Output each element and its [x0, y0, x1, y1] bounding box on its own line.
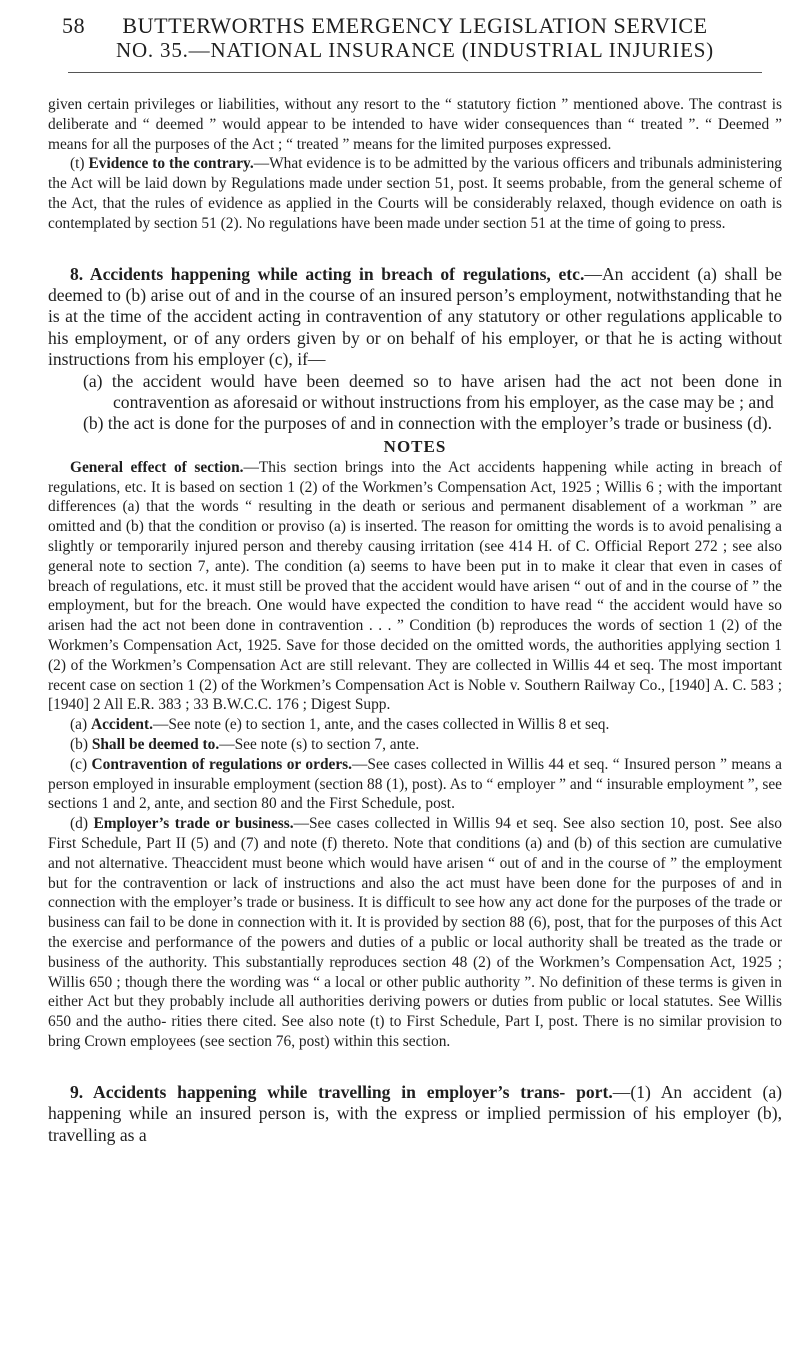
note-b-text: —See note (s) to section 7, ante. — [219, 735, 420, 753]
note-b-heading: Shall be deemed to. — [91, 735, 220, 753]
note-a-label: (a) — [70, 716, 88, 734]
note-t-text: —What evidence is to be admitted by the various officers and tribunals administering the Act will be laid down by Regulations made under section 51, post. It seems probable, from the general scheme of the Act, that the rules of evidence as applied in the Courts will be considerably relaxed, though evidence on oath is contemplated by section 51 (2). No regulations have been made under section 51 at the time of going to press. — [48, 155, 782, 232]
header-line-1 — [48, 14, 782, 38]
note-general-heading: General effect of section. — [70, 458, 244, 476]
section-9-heading: 9. Accidents happening while travelling in employer’s trans- port. — [70, 1081, 613, 1102]
note-c-label: (c) — [70, 755, 88, 773]
note-c-text: —See cases collected in Willis 44 et seq. “ Insured person ” means a person employed in insurable employment (section 88 (1), post). As to “ employer ” and “ insurable employment ”, see sections 1 and 2, ante, and section 80 and the First Schedule, post. — [48, 755, 782, 813]
header-rule — [68, 72, 762, 73]
note-general-paragraph — [48, 458, 782, 715]
note-a-paragraph — [48, 715, 782, 735]
section-8-text: —An accident (a) shall be deemed to (b) arise out of and in the course of an insured person’s employment, notwithstanding that he is at the time of the accident acting in contravention of any statutory or other regulations applicable to his employment, or of any orders given by or on behalf of his employer, or that he is acting without instructions from his employer (c), if— — [48, 263, 782, 370]
section-9-text: —(1) An accident (a) happening while an insured person is, with the express or implied permission of his employer (b), travelling as a — [48, 1081, 783, 1145]
section-8-item-b: (b) the act is done for the purposes of and in connection with the employer’s trade or business (d). — [83, 413, 773, 434]
section-8-item-a: (a) the accident would have been deemed so to have arisen had the act not been done in contravention as aforesaid or without instructions from his employer, as the case may be ; and — [83, 370, 782, 413]
note-d-text: —See cases collected in Willis 94 et seq. See also section 10, post. See also First Schedule, Part II (5) and (7) and note (f) thereto. Note that conditions (a) and (b) of this section are cumulative and not alternative. Theaccident must beone which would have arisen “ out of and in the course of ” the employment but for the contravention or lack of instructions and also the act must have been done for the purposes of and in connection with the employer’s trade or business. It is difficult to see how any act done for the purposes of the trade or business can fail to be done in connection with it. It is provided by section 88 (6), post, that for the purposes of this Act the exercise and performance of the powers and duties of a public or local authority shall be treated as the trade or business of the authority. This substantially reproduces section 48 (2) of the Workmen’s Compensation Act, 1925 ; Willis 650 ; though there the wording was “ a local or other public authority ”. No definition of these terms is given in either Act but they probably include all authorities deriving powers or duties from public or local statutes. See Willis 650 and the autho- rities there cited. See also note (t) to First Schedule, Part I, post. There is no similar provision to bring Crown employees (see section 76, post) within this section. — [48, 815, 782, 1050]
note-d-label: (d) — [70, 815, 88, 833]
section-8-heading: 8. Accidents happening while acting in breach of regulations, etc. — [70, 263, 585, 284]
note-t-label: (t) — [70, 155, 85, 173]
note-t-heading: Evidence to the contrary. — [88, 155, 254, 173]
section-8-paragraph — [48, 264, 782, 371]
note-b-paragraph — [48, 735, 782, 755]
note-c-paragraph — [48, 755, 782, 814]
series-title: BUTTERWORTHS EMERGENCY LEGISLATION SERVICE — [122, 13, 708, 38]
section-9-paragraph — [48, 1082, 782, 1146]
note-a-heading: Accident. — [90, 716, 153, 734]
note-b-label: (b) — [70, 735, 88, 753]
note-t-paragraph — [48, 154, 782, 233]
note-c-heading: Contravention of regulations or orders. — [91, 755, 352, 773]
act-title: NO. 35.—NATIONAL INSURANCE (INDUSTRIAL INJURIES) — [116, 38, 714, 62]
notes-heading: NOTES — [383, 436, 447, 456]
running-header — [48, 14, 782, 62]
note-d-heading: Employer’s trade or business. — [93, 815, 294, 833]
note-general-text: —This section brings into the Act accidents happening while acting in breach of regulations, etc. It is based on section 1 (2) of the Workmen’s Compensation Act, 1925 ; Willis 6 ; with the important differences (a) that the words “ resulting in the death or serious and permanent disablement of a workman ” are omitted and (b) that the condition or proviso (a) is inserted. The reason for omitting the words is to avoid penalising a slightly or temporarily injured person and thereby causing irritation (see 414 H. of C. Official Report 272 ; see also general note to section 7, ante). The condition (a) seems to have been put in to make it clear that even in cases of breach of regulations, etc. it must still be proved that the accident would have arisen “ out of and in the course of ” the employment, but for the breach. One would have expected the condition to have read “ the accident would have so arisen had the act not been done in contravention . . . ” Condition (b) reproduces the words of section 1 (2) of the Workmen’s Compensation Act, 1925. Save for those decided on the omitted words, the authorities applying section 1 (2) of the Workmen’s Compensation Act are still relevant. They are collected in Willis 44 et seq. The most important recent case on section 1 (2) of the Workmen’s Compensation Act is Noble v. Southern Railway Co., [1940] A. C. 583 ; [1940] 2 All E.R. 383 ; 33 B.W.C.C. 176 ; Digest Supp. — [48, 458, 783, 714]
note-d-paragraph — [48, 814, 782, 1052]
page-number: 58 — [62, 13, 86, 38]
note-a-text: —See note (e) to section 1, ante, and the cases collected in Willis 8 et seq. — [152, 716, 610, 734]
intro-paragraph: given certain privileges or liabilities, without any resort to the “ statutory fiction ” mentioned above. The contrast is deliberate and “ deemed ” would appear to be intended to have wider consequences than “ treated ”. “ Deemed ” means for all the purposes of the Act ; “ treated ” means for the limited purposes expressed. — [48, 96, 782, 153]
